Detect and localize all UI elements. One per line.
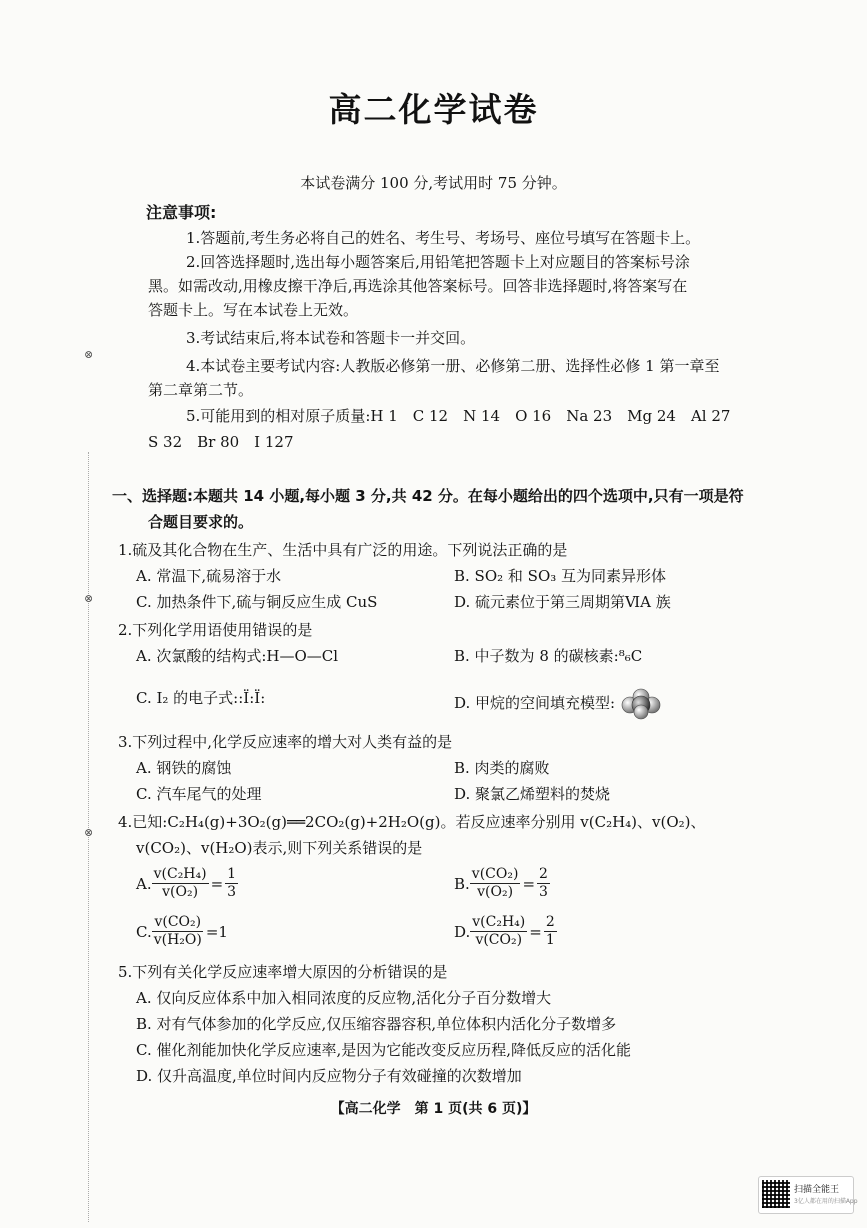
note-line: 黑。如需改动,用橡皮擦干净后,再选涂其他答案标号。回答非选择题时,将答案写在 xyxy=(148,277,688,295)
q1-option-d: D. 硫元素位于第三周期第ⅥA 族 xyxy=(454,593,671,611)
option-label: B. xyxy=(454,874,470,893)
q3-stem: 3.下列过程中,化学反应速率的增大对人类有益的是 xyxy=(118,733,453,751)
page-footer: 【高二化学 第 1 页(共 6 页)】 xyxy=(330,1101,537,1117)
qr-code-icon xyxy=(762,1180,790,1208)
q4-stem-cont: v(CO₂)、v(H₂O)表示,则下列关系错误的是 xyxy=(136,839,423,857)
q5-option-c: C. 催化剂能加快化学反应速率,是因为它能改变反应历程,降低反应的活化能 xyxy=(136,1041,632,1059)
q1-stem: 1.硫及其化合物在生产、生活中具有广泛的用途。下列说法正确的是 xyxy=(118,541,568,559)
q2-option-d xyxy=(454,688,662,720)
option-label: A. xyxy=(136,874,152,893)
q4-option-b: B. $\frac{\text{v(CO₂)}}{\text{v(O₂)}}$ = $\frac{2}{3}$ xyxy=(454,866,548,900)
q5-option-b: B. 对有气体参加的化学反应,仅压缩容器容积,单位体积内活化分子数增多 xyxy=(136,1015,617,1033)
q5-option-a: A. 仅向反应体系中加入相同浓度的反应物,活化分子百分数增大 xyxy=(136,989,552,1007)
q4-option-c: C. $\frac{\text{v(CO₂)}}{\text{v(H₂O)}}$ =1 xyxy=(136,914,228,948)
fraction: $\frac{\text{v(CO₂)}}{\text{v(H₂O)}}$ xyxy=(153,914,202,948)
scanner-badge-sub: 3亿人都在用的扫描App xyxy=(794,1198,858,1205)
methane-model-icon xyxy=(620,688,662,720)
fraction: $\frac{2}{1}$ xyxy=(545,914,555,948)
q2-stem: 2.下列化学用语使用错误的是 xyxy=(118,621,313,639)
note-line: 1.答题前,考生务必将自己的姓名、考生号、考场号、座位号填写在答题卡上。 xyxy=(186,229,701,247)
note-line: 2.回答选择题时,选出每小题答案后,用铅笔把答题卡上对应题目的答案标号涂 xyxy=(186,253,690,271)
q2-option-d-text: D. 甲烷的空间填充模型: xyxy=(454,694,616,712)
fraction: $\frac{\text{v(C₂H₄)}}{\text{v(O₂)}}$ xyxy=(153,866,207,900)
note-line: 5.可能用到的相对原子质量:H 1 C 12 N 14 O 16 Na 23 Mg 24 Al 27 xyxy=(186,407,731,425)
fraction: $\frac{2}{3}$ xyxy=(539,866,548,900)
option-label: D. xyxy=(454,922,471,941)
q3-option-d: D. 聚氯乙烯塑料的焚烧 xyxy=(454,785,611,803)
fraction: $\frac{\text{v(C₂H₄)}}{\text{v(CO₂)}}$ xyxy=(472,914,526,948)
page-title: 高二化学试卷 xyxy=(328,90,539,129)
margin-mark-icon: ⊗ xyxy=(84,826,94,839)
exam-info: 本试卷满分 100 分,考试用时 75 分钟。 xyxy=(300,174,567,192)
q2-option-a: A. 次氯酸的结构式:H—O—Cl xyxy=(136,647,339,665)
q3-option-c: C. 汽车尾气的处理 xyxy=(136,785,262,803)
q4-option-a: A. $\frac{\text{v(C₂H₄)}}{\text{v(O₂)}}$ = $\frac{1}{3}$ xyxy=(136,866,237,900)
q4-stem: 4.已知:C₂H₄(g)+3O₂(g)══2CO₂(g)+2H₂O(g)。若反应速率分别用 v(C₂H₄)、v(O₂)、 xyxy=(118,813,706,831)
q1-option-b: B. SO₂ 和 SO₃ 互为同素异形体 xyxy=(454,567,667,585)
note-line: 第二章第二节。 xyxy=(148,381,254,399)
margin-mark-icon: ⊗ xyxy=(84,348,94,361)
q2-option-b: B. 中子数为 8 的碳核素:⁸₆C xyxy=(454,647,643,665)
margin-mark-icon: ⊗ xyxy=(84,592,94,605)
q5-stem: 5.下列有关化学反应速率增大原因的分析错误的是 xyxy=(118,963,448,981)
option-label: C. xyxy=(136,922,152,941)
scanner-badge-label: 扫描全能王 xyxy=(794,1185,840,1195)
q1-option-c: C. 加热条件下,硫与铜反应生成 CuS xyxy=(136,593,378,611)
q1-option-a: A. 常温下,硫易溶于水 xyxy=(136,567,282,585)
q3-option-b: B. 肉类的腐败 xyxy=(454,759,550,777)
fraction: $\frac{\text{v(CO₂)}}{\text{v(O₂)}}$ xyxy=(471,866,519,900)
note-line: S 32 Br 80 I 127 xyxy=(148,433,294,451)
q2-option-c: C. I₂ 的电子式::Ï:Ï: xyxy=(136,689,266,707)
q3-option-a: A. 钢铁的腐蚀 xyxy=(136,759,232,777)
q4-option-d: D. $\frac{\text{v(C₂H₄)}}{\text{v(CO₂)}}$ = $\frac{2}{1}$ xyxy=(454,914,555,948)
fraction: $\frac{1}{3}$ xyxy=(227,866,237,900)
notes-heading: 注意事项: xyxy=(146,203,217,222)
section-heading-cont: 合题目要求的。 xyxy=(148,513,254,531)
note-line: 4.本试卷主要考试内容:人教版必修第一册、必修第二册、选择性必修 1 第一章至 xyxy=(186,357,720,375)
q5-option-d: D. 仅升高温度,单位时间内反应物分子有效碰撞的次数增加 xyxy=(136,1067,522,1085)
section-heading: 一、选择题:本题共 14 小题,每小题 3 分,共 42 分。在每小题给出的四个选项中,只有一项是符 xyxy=(112,487,744,505)
note-line: 答题卡上。写在本试卷上无效。 xyxy=(148,301,359,319)
note-line: 3.考试结束后,将本试卷和答题卡一并交回。 xyxy=(186,329,476,347)
